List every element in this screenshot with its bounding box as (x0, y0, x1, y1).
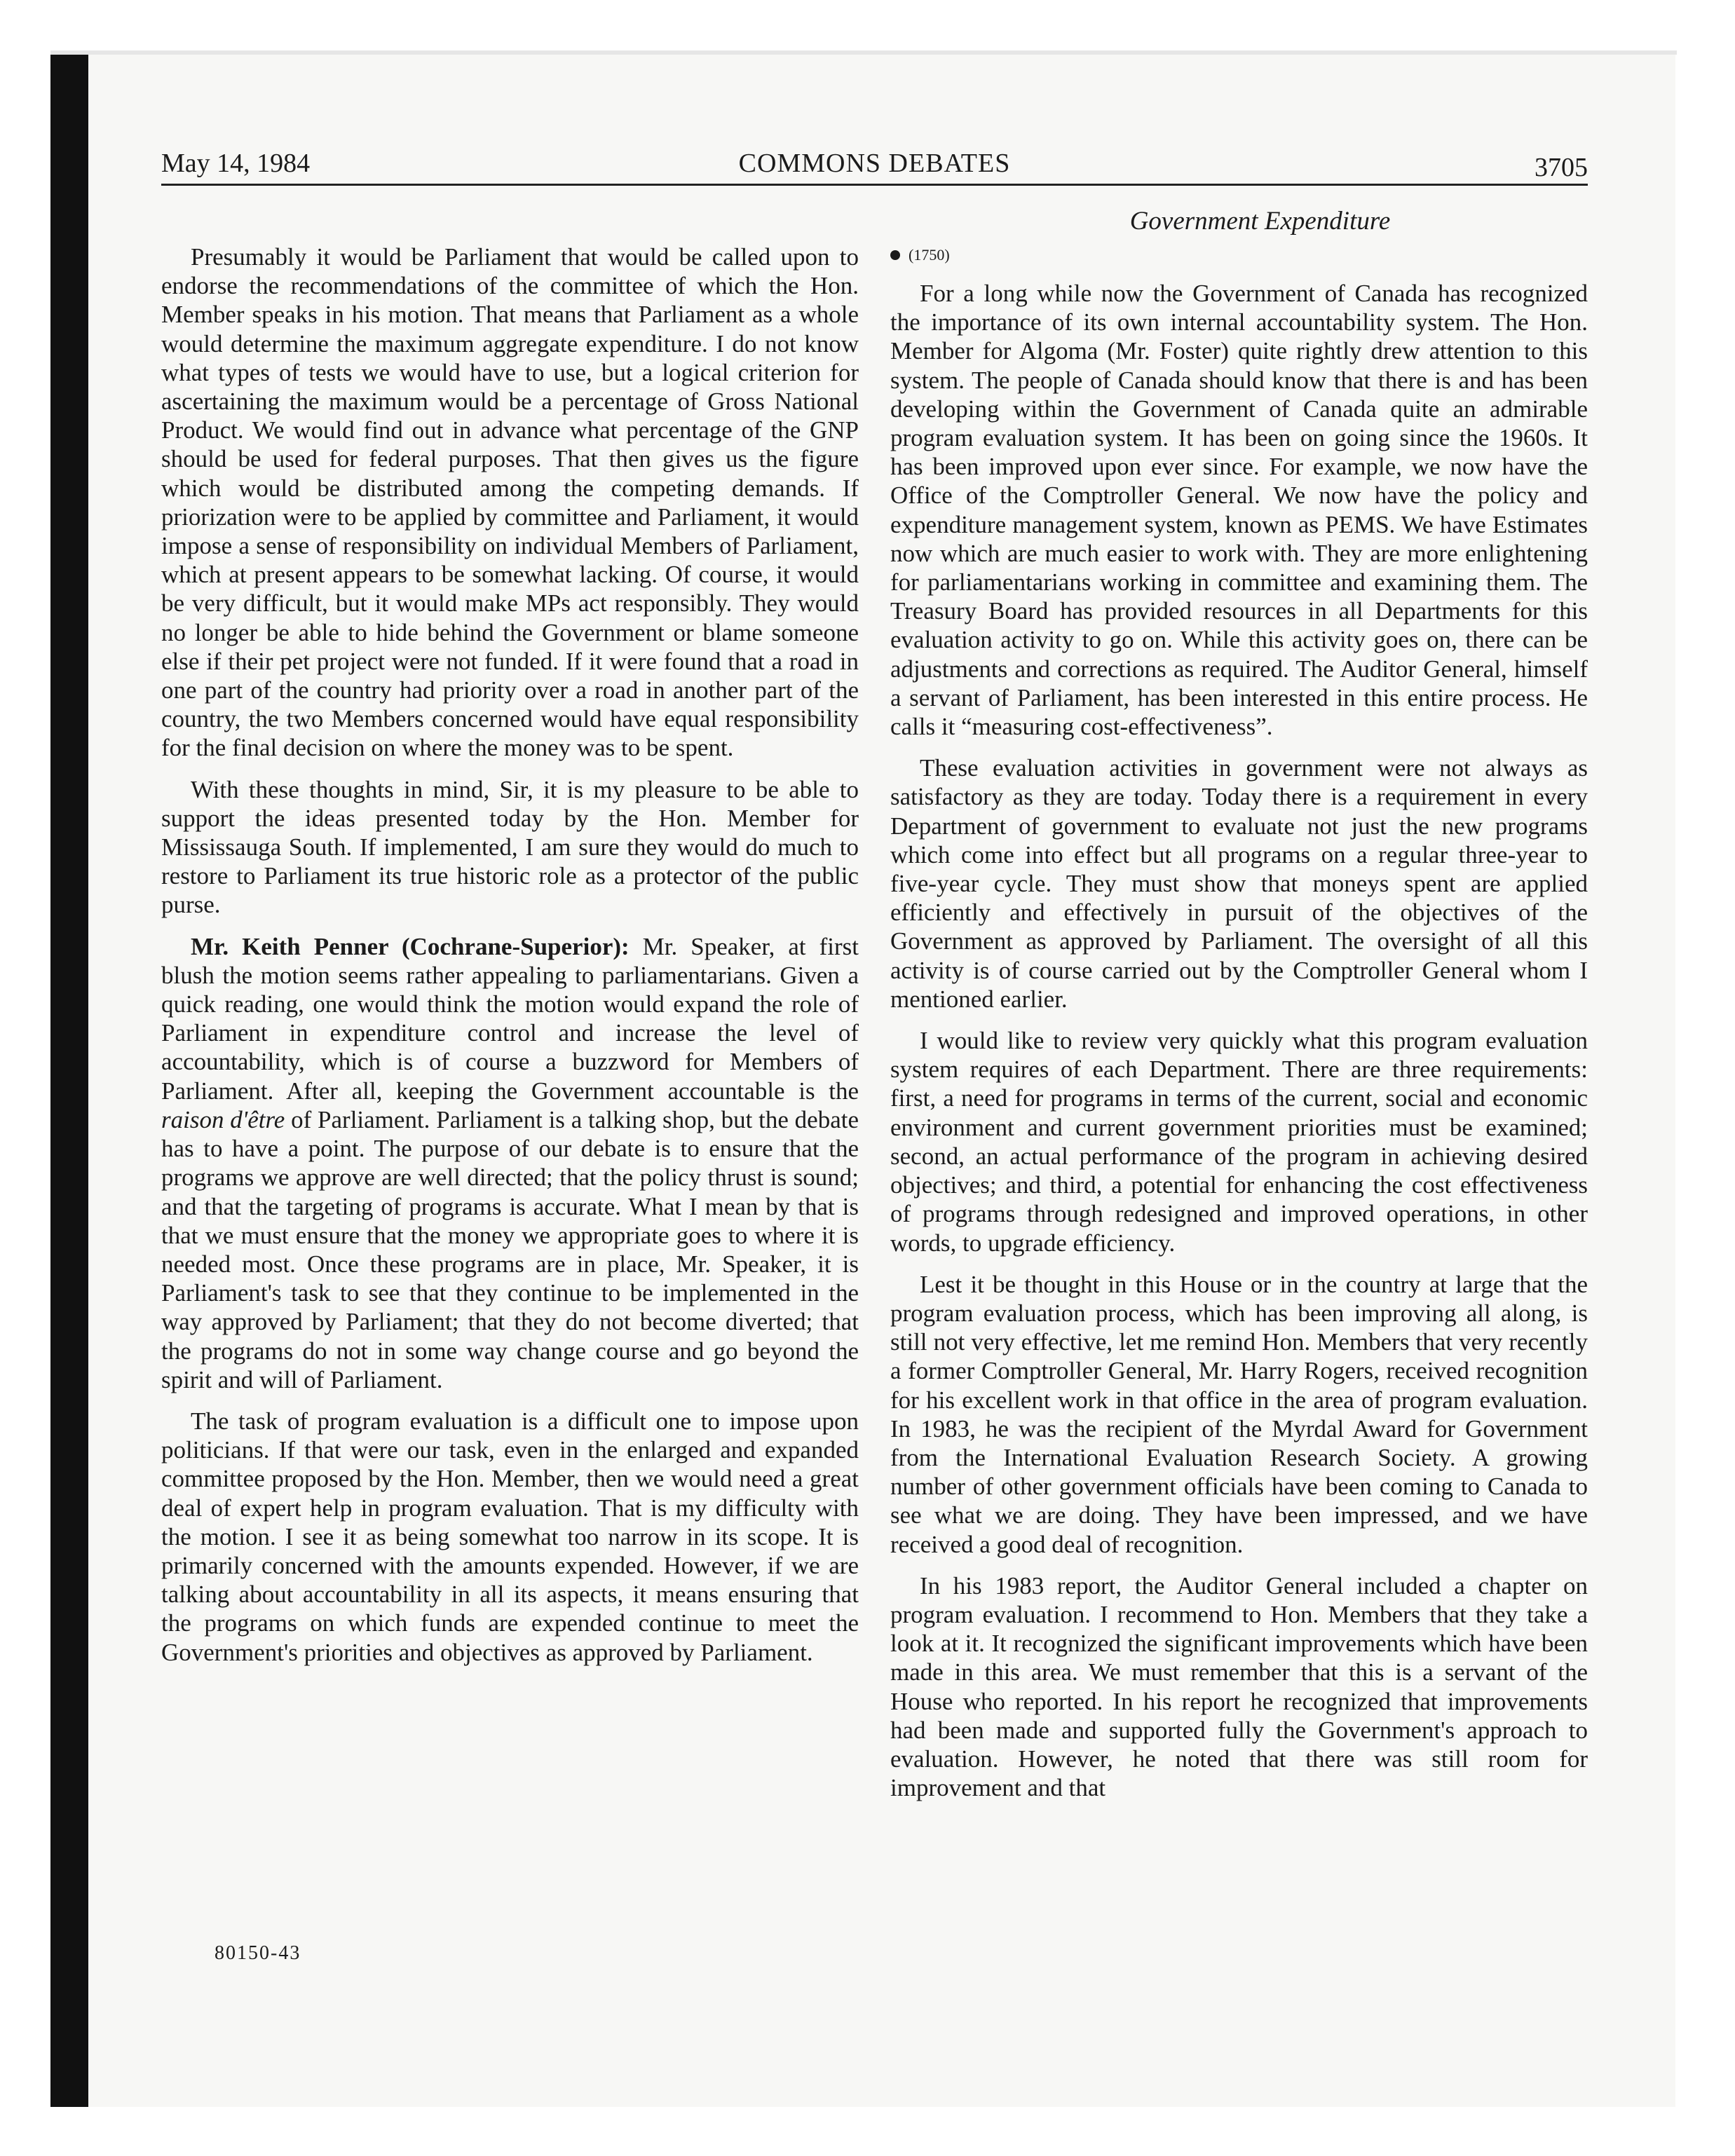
signature-mark: 80150-43 (215, 1942, 301, 1964)
paragraph-text: Mr. Speaker, at first blush the motion seems rather appealing to parliamentarians. Given a quick reading, one would think the motion would expand the role of Parliament in expenditure control and increase the level of accountability, which is of course a buzzword for Members of Parliament. After all, keeping the Government accountable is the (161, 932, 859, 1105)
bullet-icon (890, 250, 900, 260)
time-stamp (890, 241, 1588, 269)
left-column (161, 196, 859, 1679)
paragraph: Presumably it would be Parliament that would be called upon to endorse the recommendations of the committee of which the Hon. Member speaks in his motion. That means that Parliament as a whole would determine the maximum aggregate expenditure. I do not know what types of tests we would have to use, but a logical criterion for ascertaining the maximum would be a percentage of Gross National Product. We would find out in advance what percentage of the GNP should be used for federal purposes. That then gives us the figure which would be distributed among the competing demands. If priorization were to be applied by committee and Parliament, it would impose a sense of responsibility on individual Members of Parliament, which at present appears to be somewhat lacking. Of course, it would be very difficult, but it would make MPs act responsibly. They would no longer be able to hide behind the Government or blame someone else if their pet project were not funded. If it were found that a road in one part of the country had priority over a road in another part of the country, the two Members concerned would have equal responsibility for the final decision on where the money was to be spent. (161, 243, 859, 762)
paragraph: For a long while now the Government of Canada has recognized the importance of its own internal accountability system. The Hon. Member for Algoma (Mr. Foster) quite rightly drew attention to this system. The people of Canada should know that there is and has been developing within the Government of Canada quite an admirable program evaluation system. It has been on going since the 1960s. It has been improved upon ever since. For example, we now have the Office of the Comptroller General. We now have the policy and expenditure management system, known as PEMS. We have Estimates now which are much easier to work with. They are more enlightening for parliamentarians working in committee and examining them. The Treasury Board has provided resources in all Departments for this evaluation activity to go on. While this activity goes on, there can be adjustments and corrections as required. The Auditor General, himself a servant of Parliament, has been interested in this entire process. He calls it “measuring cost-effectiveness”. (890, 280, 1588, 741)
paragraph: In his 1983 report, the Auditor General included a chapter on program evaluation. I recommend to Hon. Members that they take a look at it. It recognized the significant improvements which have been made in this area. We must remember that this is a servant of the House who reported. In his report he recognized that improvements had been made and supported fully the Government's approach to evaluation. However, he noted that there was still room for improvement and that (890, 1571, 1588, 1802)
header-title: COMMONS DEBATES (738, 149, 1011, 178)
paragraph: With these thoughts in mind, Sir, it is my pleasure to be able to support the ideas presented today by the Hon. Member for Mississauga South. If implemented, I am sure they would do much to restore to Parliament its true historic role as a protector of the public purse. (161, 775, 859, 919)
section-title: Government Expenditure (1129, 207, 1391, 236)
time-stamp-text: (1750) (909, 246, 950, 264)
paragraph: Lest it be thought in this House or in the country at large that the program evaluation process, which has been improving all along, is still not very effective, let me remind Hon. Members that very recently a former Comptroller General, Mr. Harry Rogers, received recognition for his excellent work in that office in the area of program evaluation. In 1983, he was the recipient of the Myrdal Award for Government from the International Evaluation Research Society. A growing number of other government officials have been coming to Canada to see what we are doing. They have been impressed, and we have received a good deal of recognition. (890, 1270, 1588, 1558)
paragraph (161, 932, 859, 1394)
paragraph-text: of Parliament. Parliament is a talking shop, but the debate has to have a point. The purpose of our debate is to ensure that the programs we approve are well directed; that the policy thrust is sound; and that the targeting of programs is accurate. What I mean by that is that we must ensure that the money we appropriate goes to where it is needed most. Once these programs are in place, Mr. Speaker, it is Parliament's task to see that they continue to be implemented in the way approved by Parliament; that they do not become diverted; that the programs do not in some way change course and go beyond the spirit and will of Parliament. (161, 1105, 859, 1393)
speaker-name: Mr. Keith Penner (Cochrane-Superior): (191, 932, 630, 960)
page-number: 3705 (1535, 153, 1588, 182)
paragraph: The task of program evaluation is a difficult one to impose upon politicians. If that were our task, even in the enlarged and expanded committee proposed by the Hon. Member, then we would need a great deal of expert help in program evaluation. That is my difficulty with the motion. I see it as being somewhat too narrow in its scope. It is primarily concerned with the amounts expended. However, if we are talking about accountability in all its aspects, it means ensuring that the programs on which funds are expended continue to meet the Government's priorities and objectives as approved by Parliament. (161, 1407, 859, 1666)
paragraph: These evaluation activities in government were not always as satisfactory as they are today. Today there is a requirement in every Department of government to evaluate not just the new programs which come into effect but all programs on a regular three-year to five-year cycle. They must show that moneys spent are applied efficiently and effectively in pursuit of the objectives of the Government as approved by Parliament. The oversight of all this activity is of course carried out by the Comptroller General whom I mentioned earlier. (890, 754, 1588, 1013)
paragraph: I would like to review very quickly what this program evaluation system requires of each Department. There are three requirements: first, a need for programs in terms of the current, social and economic environment and current government priorities must be examined; second, an actual performance of the program in achieving desired objectives; and third, a potential for enhancing the cost effectiveness of programs through redesigned and improved operations, in other words, to upgrade efficiency. (890, 1027, 1588, 1257)
running-head (161, 143, 1588, 186)
scan-border (50, 50, 88, 2107)
header-date: May 14, 1984 (161, 149, 311, 178)
italic-phrase: raison d'être (161, 1105, 285, 1133)
right-column (890, 196, 1588, 1815)
